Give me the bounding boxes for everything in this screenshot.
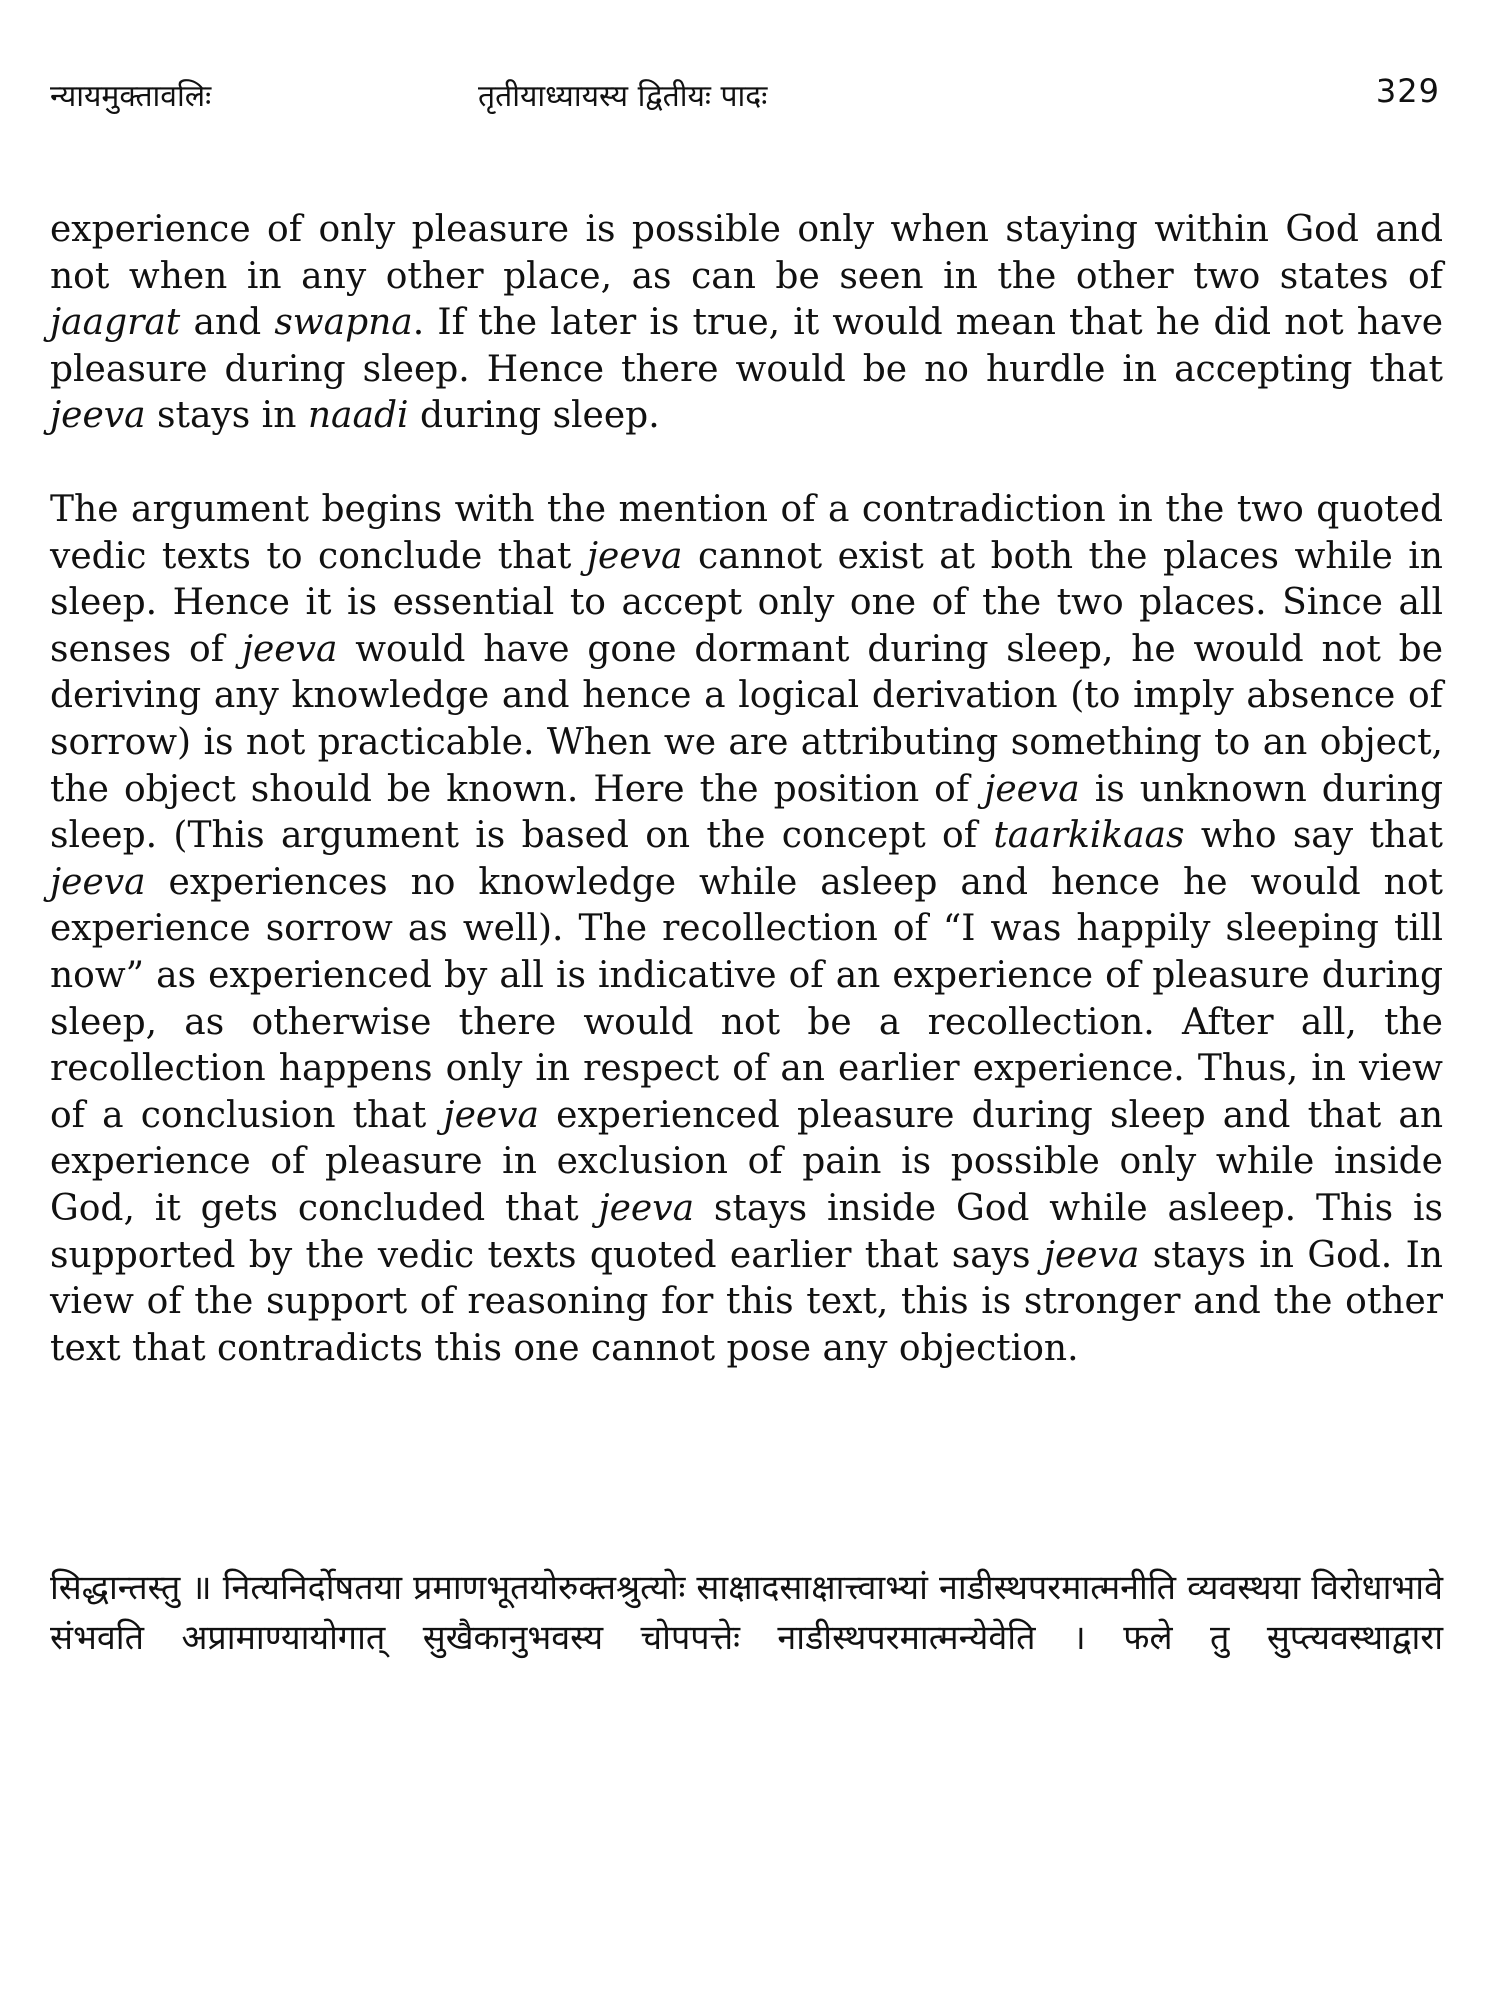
p2-italic-5: jeeva [50,861,146,903]
p2-text-5: who say that [1184,815,1443,857]
sanskrit-commentary: सिद्धान्तस्तु ॥ नित्यनिर्दोषतया प्रमाणभूतयोरुक्तश्रुत्योः साक्षादसाक्षात्त्वाभ्यां नाडीस्थपरमात्मनीति व्यवस्थया विरोधाभावे संभवति अप्रामाण्यायोगात् सुखैकानुभवस्य चोपपत्तेः नाडीस्थपरमात्मन्येवेति । फले तु सुप्त्यवस्थाद्वारा [50,1568,1443,1658]
header-book-title: न्यायमुक्तावलिः [50,79,212,114]
p2-text-2: cannot exist at both the places while in sleep. Hence it is essential to accept only one of the two places. Since all senses of [50,535,1443,670]
paragraph-1 [50,207,1443,440]
p1-text-1: experience of only pleasure is possible only when staying within God and not when in any other place, as can be seen in the other two states of [50,209,1443,297]
p2-text-4: is unknown during sleep. (This argument is based on the concept of [50,768,1443,857]
p1-italic-swapna: swapna [274,302,413,344]
p1-text-4: stays in [145,395,308,437]
p1-italic-naadi: naadi [307,395,409,437]
p1-text-5: during sleep. [408,395,660,437]
p1-italic-jeeva: jeeva [50,395,146,437]
p2-italic-1: jeeva [586,535,683,577]
p1-text-2: and [180,302,275,344]
p2-text-7: experienced pleasure during sleep and that an experience of pleasure in exclusion of pain is possible only while inside God, it gets concluded that [50,1094,1444,1229]
p2-text-9: stays in God. In view of the support of reasoning for this text, this is stronger and the other text that contradicts this one cannot pose any objection. [50,1234,1443,1369]
p2-italic-8: jeeva [1043,1234,1140,1276]
header-chapter-title: तृतीयाध्यायस्य द्वितीयः पादः [478,79,768,114]
p2-italic-7: jeeva [598,1187,695,1229]
p1-italic-jaagrat: jaagrat [50,302,181,344]
p2-text-1: The argument begins with the mention of a contradiction in the two quoted vedic texts to conclude that [50,489,1443,577]
page-number: 329 [1375,72,1440,110]
p2-italic-6: jeeva [443,1094,539,1136]
p2-italic-3: jeeva [984,768,1080,810]
p2-text-6: experiences no knowledge while asleep and hence he would not experience sorrow as well). The recollection of “I was happily sleeping till now” as experienced by all is indicative of an experience of pleasure during sleep, as otherwise there would not be a recollection. After all, the recollection happens only in respect of an earlier experience. Thus, in view of a conclusion that [50,861,1443,1136]
p1-text-3: . If the later is true, it would mean that he did not have pleasure during sleep. Hence there would be no hurdle in accepting that [50,302,1443,390]
p2-italic-2: jeeva [241,628,338,670]
p2-italic-4: taarkikaas [993,815,1185,857]
p2-text-8: stays inside God while asleep. This is supported by the vedic texts quoted earlier that says [50,1187,1443,1276]
paragraph-2 [50,487,1443,1372]
page-header [50,62,1450,122]
p2-text-3: would have gone dormant during sleep, he would not be deriving any knowledge and hence a logical derivation (to imply absence of sorrow) is not practicable. When we are attributing something to an object, the object should be known. Here the position of [50,628,1444,810]
